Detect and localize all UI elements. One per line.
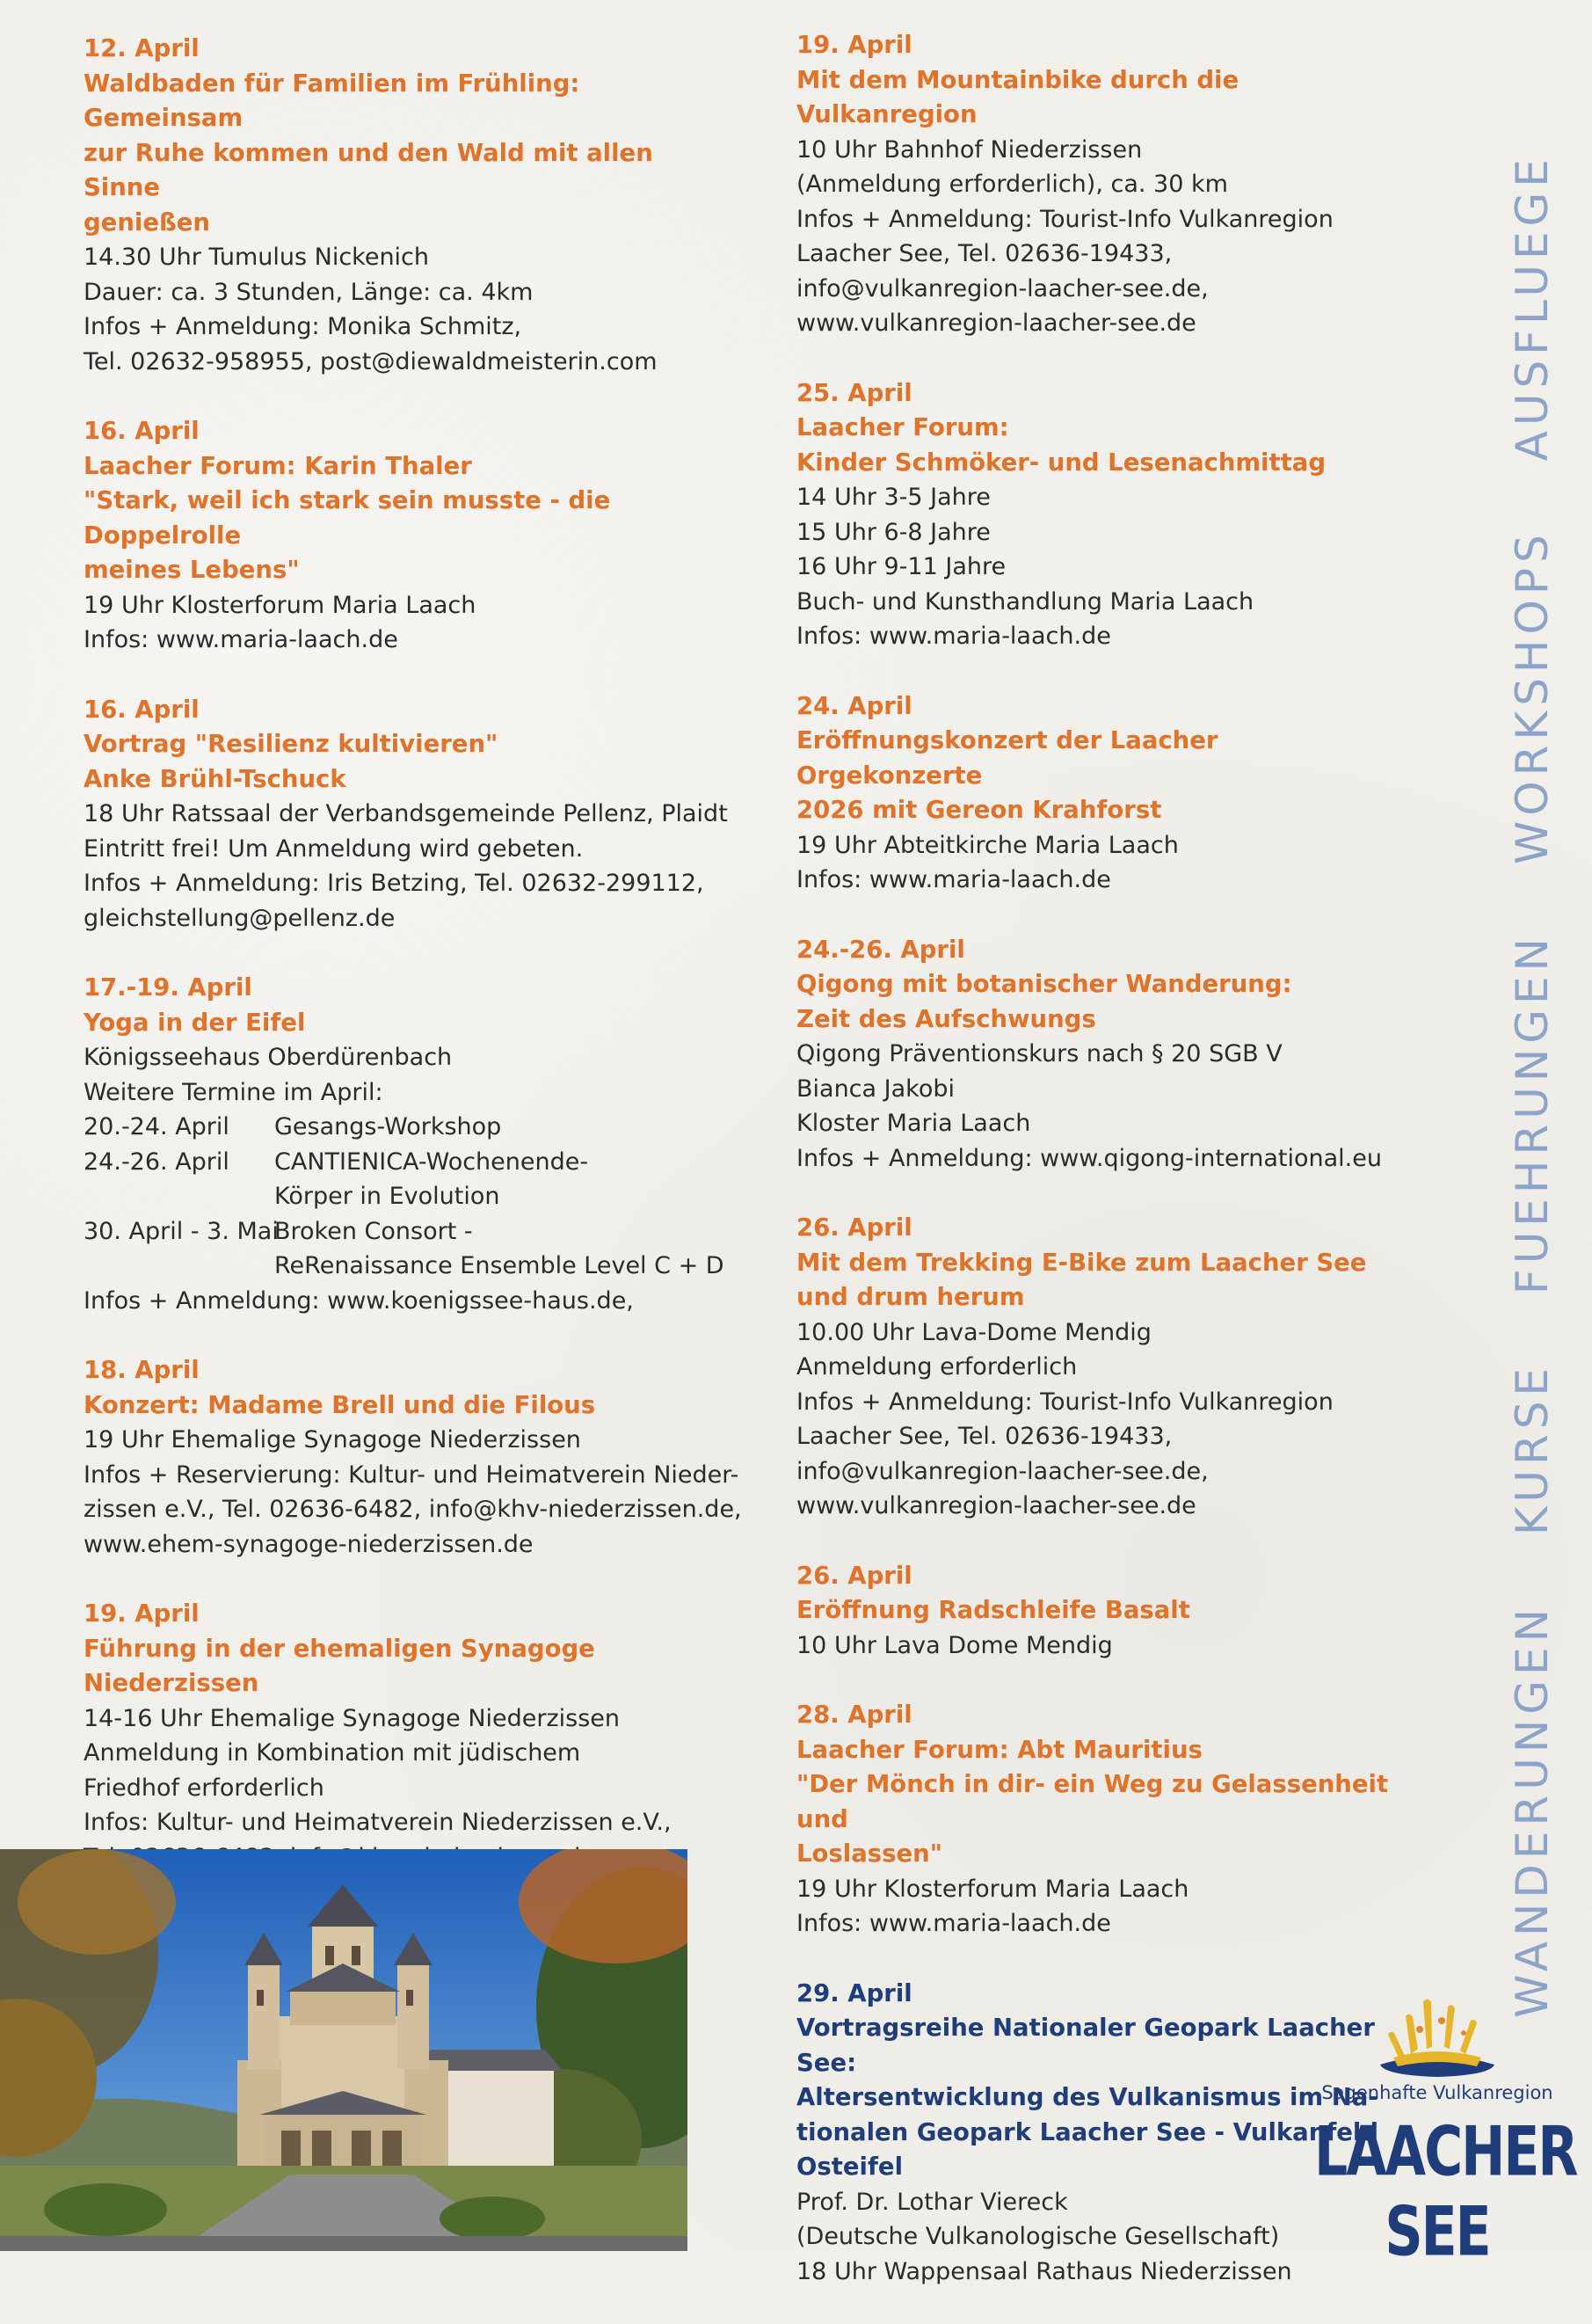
event-title: Vortragsreihe Nationaler Geopark Laacher See:	[796, 2014, 1375, 2077]
event-title: "Stark, weil ich stark sein musste - die Doppelrolle	[84, 486, 611, 550]
event-detail: Infos + Reservierung: Kultur- und Heimatverein Nieder-	[84, 1461, 739, 1489]
event-detail: 16 Uhr 9-11 Jahre	[796, 553, 1007, 580]
event-title: Laacher Forum:	[796, 413, 1009, 441]
event-radschleife	[796, 1559, 1403, 1664]
category-label: FUEHRUNGEN	[1507, 933, 1558, 1295]
event-date: 17.-19. April	[84, 973, 252, 1002]
event-detail: gleichstellung@pellenz.de	[84, 904, 396, 932]
event-detail: Königsseehaus Oberdürenbach	[84, 1044, 453, 1071]
event-title: Mit dem Trekking E-Bike zum Laacher See	[796, 1248, 1367, 1277]
event-lesenachmittag	[796, 376, 1403, 654]
laacher-see-logo	[1314, 1994, 1577, 2272]
event-detail: Anmeldung in Kombination mit jüdischem	[84, 1739, 581, 1767]
schedule-row	[84, 1214, 724, 1284]
event-madame-brell	[84, 1353, 742, 1562]
event-detail: Qigong Präventionskurs nach § 20 SGB V	[796, 1040, 1283, 1067]
event-karin-thaler	[84, 414, 716, 658]
schedule-date: 20.-24. April	[84, 1113, 229, 1140]
event-detail: Tel. 02632-958955, post@diewaldmeisterin.com	[84, 347, 658, 375]
event-date: 26. April	[796, 1213, 912, 1242]
event-title: Osteifel	[796, 2153, 904, 2181]
schedule-activity: Gesangs-Workshop	[274, 1113, 502, 1140]
event-detail: Weitere Termine im April:	[84, 1078, 383, 1106]
event-detail: Infos + Anmeldung: www.koenigssee-haus.de,	[84, 1286, 634, 1315]
event-title: Yoga in der Eifel	[84, 1008, 306, 1037]
event-trekking-ebike	[796, 1211, 1403, 1524]
event-detail: Infos: Kultur- und Heimatverein Niederzissen e.V.,	[84, 1809, 672, 1836]
event-detail: Infos + Anmeldung: Monika Schmitz,	[84, 313, 522, 340]
event-date: 19. April	[84, 1599, 200, 1628]
event-detail: Anmeldung erforderlich	[796, 1353, 1078, 1381]
event-resilienz	[84, 693, 728, 936]
event-date: 24. April	[796, 691, 912, 720]
event-detail: Infos: www.maria-laach.de	[796, 1910, 1111, 1937]
event-detail: Kloster Maria Laach	[796, 1110, 1031, 1137]
event-detail: 15 Uhr 6-8 Jahre	[796, 518, 991, 546]
event-detail: 18 Uhr Ratssaal der Verbandsgemeinde Pellenz, Plaidt	[84, 800, 728, 827]
schedule-date: 30. April - 3. Mai	[84, 1217, 279, 1245]
schedule-date: 24.-26. April	[84, 1147, 229, 1176]
event-detail: Infos: www.maria-laach.de	[84, 626, 398, 653]
volcano-logo-icon	[1314, 1994, 1560, 2082]
event-detail: zissen e.V., Tel. 02636-6482, info@khv-niederzissen.de,	[84, 1496, 742, 1523]
category-labels	[1507, 129, 1558, 2043]
event-detail: Eintritt frei! Um Anmeldung wird gebeten.	[84, 834, 584, 863]
event-title: zur Ruhe kommen und den Wald mit allen Sinne	[84, 138, 653, 201]
event-abt-mauritius	[796, 1698, 1403, 1942]
event-detail: Laacher See, Tel. 02636-19433,	[796, 1423, 1173, 1450]
event-detail: Dauer: ca. 3 Stunden, Länge: ca. 4km	[84, 278, 534, 306]
schedule-activity: Broken Consort -	[274, 1217, 473, 1245]
event-title: Altersentwicklung des Vulkanismus im Na-	[796, 2083, 1378, 2111]
event-title: Eröffnungskonzert der Laacher Orgekonzerte	[796, 726, 1218, 790]
event-title: Führung in der ehemaligen Synagoge Niederzissen	[84, 1634, 595, 1697]
event-detail: Infos + Anmeldung: Tourist-Info Vulkanregion	[796, 205, 1334, 233]
category-label: WANDERUNGEN	[1507, 1604, 1558, 2018]
event-detail: Infos + Anmeldung: Tourist-Info Vulkanregion	[796, 1388, 1334, 1416]
event-title: Loslassen"	[796, 1840, 943, 1868]
event-orgelkonzert	[796, 689, 1403, 898]
event-detail: 19 Uhr Abteitkirche Maria Laach	[796, 831, 1179, 859]
logo-name: LAACHER SEE	[1314, 2112, 1577, 2272]
event-detail: (Deutsche Vulkanologische Gesellschaft)	[796, 2223, 1280, 2250]
category-label: WORKSHOPS	[1507, 529, 1558, 865]
logo-subtitle: Sagenhafte Vulkanregion	[1321, 2082, 1553, 2103]
event-detail: 14.30 Uhr Tumulus Nickenich	[84, 244, 430, 271]
schedule-activity: CANTIENICA-Wochenende-	[274, 1147, 589, 1176]
event-title: meines Lebens"	[84, 556, 300, 584]
event-waldbaden	[84, 32, 716, 379]
schedule-activity: ReRenaissance Ensemble Level C + D	[274, 1252, 724, 1279]
event-qigong	[796, 933, 1403, 1177]
event-date: 18. April	[84, 1356, 200, 1384]
event-title: tionalen Geopark Laacher See - Vulkanfeld	[796, 2117, 1379, 2146]
event-detail: Infos + Anmeldung: Iris Betzing, Tel. 02632-299112,	[84, 870, 704, 897]
schedule-activity: Körper in Evolution	[274, 1183, 500, 1210]
event-title: Zeit des Aufschwungs	[796, 1004, 1096, 1033]
event-title: Kinder Schmöker- und Lesenachmittag	[796, 448, 1327, 477]
event-date: 16. April	[84, 417, 200, 445]
event-date: 19. April	[796, 31, 912, 59]
event-detail: Friedhof erforderlich	[84, 1774, 324, 1802]
event-detail: Infos: www.maria-laach.de	[796, 866, 1111, 893]
event-detail: www.vulkanregion-laacher-see.de	[796, 1492, 1196, 1519]
event-title: Vortrag "Resilienz kultivieren"	[84, 730, 498, 758]
event-title: Laacher Forum: Karin Thaler	[84, 451, 472, 480]
event-detail: 10.00 Uhr Lava-Dome Mendig	[796, 1318, 1152, 1346]
event-title: und drum herum	[796, 1283, 1025, 1311]
event-yoga	[84, 971, 724, 1318]
category-label: AUSFLUEGE	[1507, 154, 1558, 462]
event-detail: info@vulkanregion-laacher-see.de,	[796, 274, 1209, 302]
right-column	[796, 28, 1403, 2324]
schedule-row	[84, 1110, 716, 1145]
event-title: Konzert: Madame Brell und die Filous	[84, 1390, 596, 1419]
event-detail: 10 Uhr Lava Dome Mendig	[796, 1631, 1113, 1659]
event-detail: 14-16 Uhr Ehemalige Synagoge Niederzissen	[84, 1704, 621, 1732]
event-geopark-vortrag	[796, 1977, 1403, 2290]
event-title: Anke Brühl-Tschuck	[84, 764, 346, 793]
event-date: 26. April	[796, 1561, 912, 1590]
event-title: "Der Mönch in dir- ein Weg zu Gelassenheit und	[796, 1770, 1389, 1833]
event-detail: Buch- und Kunsthandlung Maria Laach	[796, 587, 1254, 616]
event-date: 28. April	[796, 1701, 912, 1729]
event-detail: 14 Uhr 3-5 Jahre	[796, 484, 991, 511]
event-title: Laacher Forum: Abt Mauritius	[796, 1735, 1203, 1764]
event-detail: Laacher See, Tel. 02636-19433,	[796, 240, 1173, 267]
category-sidebar	[1506, 154, 1559, 2018]
event-detail: Infos: www.maria-laach.de	[796, 623, 1111, 650]
event-detail: Infos + Anmeldung: www.qigong-international.eu	[796, 1144, 1382, 1172]
event-detail: 10 Uhr Bahnhof Niederzissen	[796, 135, 1143, 164]
event-date: 29. April	[796, 1978, 912, 2007]
abbey-photo	[0, 1849, 687, 2251]
event-mountainbike	[796, 28, 1403, 341]
event-date: 24.-26. April	[796, 935, 965, 964]
category-label: KURSE	[1507, 1362, 1558, 1536]
event-title: Waldbaden für Familien im Frühling: Gemeinsam	[84, 69, 580, 132]
event-title: genießen	[84, 208, 210, 237]
event-title: Qigong mit botanischer Wanderung:	[796, 970, 1292, 998]
event-detail: Prof. Dr. Lothar Viereck	[796, 2188, 1068, 2216]
event-date: 12. April	[84, 34, 200, 62]
event-detail: Bianca Jakobi	[796, 1075, 955, 1103]
event-detail: (Anmeldung erforderlich), ca. 30 km	[796, 171, 1228, 198]
event-detail: www.ehem-synagoge-niederzissen.de	[84, 1530, 534, 1558]
event-date: 25. April	[796, 378, 912, 407]
schedule-row	[84, 1145, 716, 1214]
left-column	[84, 32, 742, 1945]
event-detail: 19 Uhr Klosterforum Maria Laach	[796, 1875, 1189, 1903]
event-title: Mit dem Mountainbike durch die Vulkanregion	[796, 65, 1239, 128]
event-detail: 19 Uhr Klosterforum Maria Laach	[84, 591, 476, 619]
event-title: Eröffnung Radschleife Basalt	[796, 1596, 1190, 1624]
event-date: 16. April	[84, 695, 200, 724]
event-detail: info@vulkanregion-laacher-see.de,	[796, 1457, 1209, 1485]
event-title: 2026 mit Gereon Krahforst	[796, 796, 1162, 824]
event-detail: www.vulkanregion-laacher-see.de	[796, 310, 1196, 337]
event-detail: 19 Uhr Ehemalige Synagoge Niederzissen	[84, 1426, 581, 1453]
event-detail: 18 Uhr Wappensaal Rathaus Niederzissen	[796, 2257, 1292, 2285]
